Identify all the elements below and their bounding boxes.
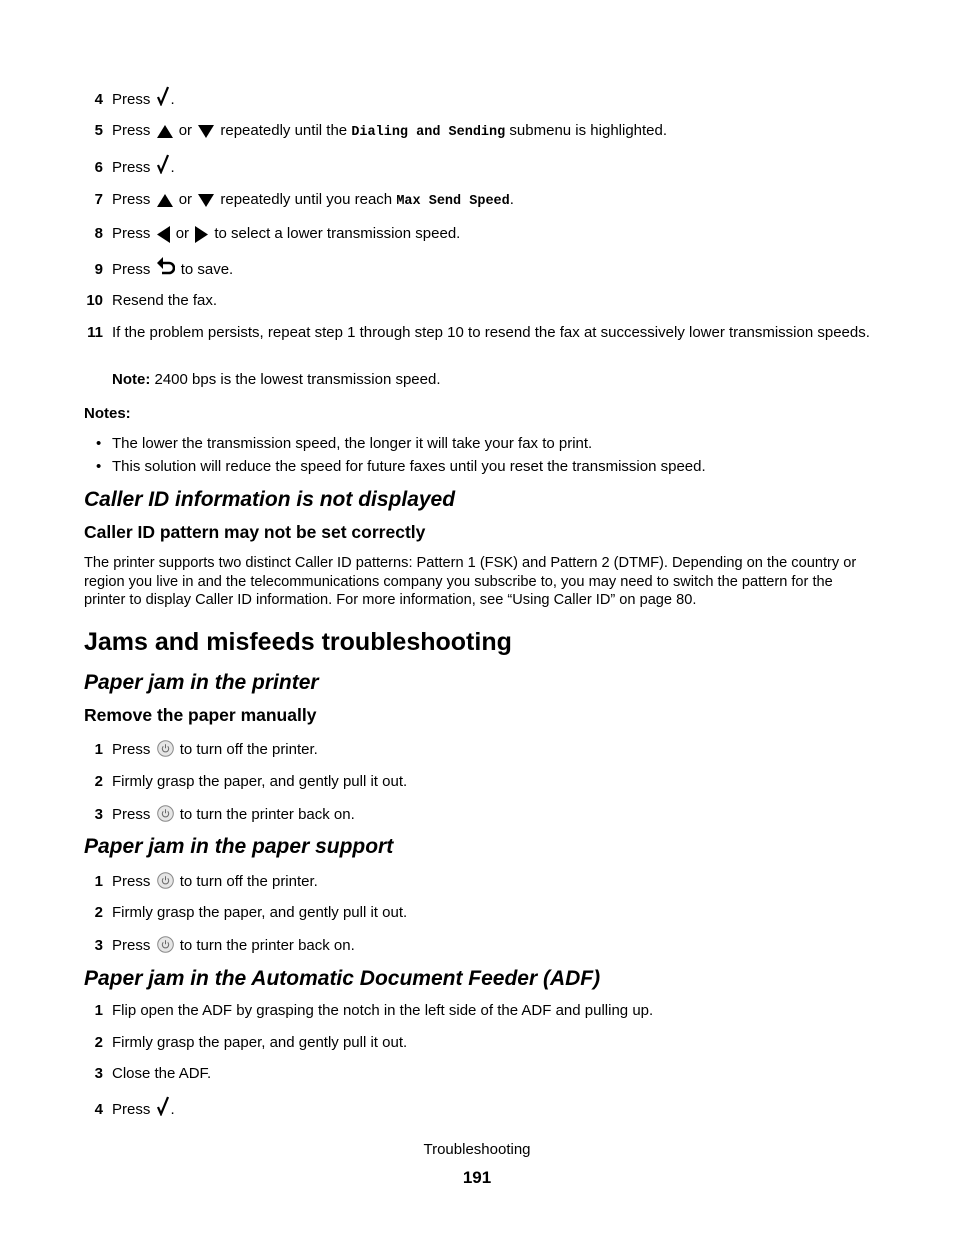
support-jam-heading: Paper jam in the paper support <box>84 835 394 858</box>
power-button-icon <box>157 805 174 822</box>
up-arrow-icon <box>157 125 173 138</box>
printer-jam-subheading: Remove the paper manually <box>84 705 317 725</box>
adf-jam-heading: Paper jam in the Automatic Document Feeder (ADF) <box>84 967 601 990</box>
down-arrow-icon <box>198 125 214 138</box>
page-number: 191 <box>462 1168 492 1187</box>
menu-code: Dialing and Sending <box>351 125 506 140</box>
checkmark-icon <box>157 1096 169 1116</box>
caller-id-subheading: Caller ID pattern may not be set correctly <box>84 522 426 542</box>
down-arrow-icon <box>198 194 214 207</box>
right-arrow-icon <box>195 226 208 243</box>
note-label: Note: <box>112 371 151 388</box>
caller-id-heading: Caller ID information is not displayed <box>84 488 456 511</box>
step-text: Press <box>112 91 151 108</box>
printer-jam-heading: Paper jam in the printer <box>84 671 319 694</box>
page-section-title: Jams and misfeeds troubleshooting <box>84 628 512 656</box>
checkmark-icon <box>157 86 169 106</box>
left-arrow-icon <box>157 226 170 243</box>
power-button-icon <box>157 936 174 953</box>
step-number: 4 <box>94 91 103 108</box>
power-button-icon <box>157 740 174 757</box>
back-arrow-icon <box>157 257 175 277</box>
footer-section: Troubleshooting <box>423 1141 531 1158</box>
manual-page: 4 Press . 5 Press or repeatedly until the Dialing and Sending submenu is highlighted. 6 Press . 7 Press or repeatedly until you reach Max Send Speed. 8 Press or to select a lower transmission speed. 9 Press to save. 10 Resend the fax. 11 If the problem persists, repeat step 1 through step 10 to resend the fax at successively lower transmission speeds. Note: 2400 bps is the lowest transmission speed. Notes: • The lower the transmission speed, the longer it will take your fax to print. • This solution will reduce the speed for future faxes until you reset the transmission speed. Caller ID information is not displayed Caller ID pattern may not be set correctly The printer supports two distinct Caller ID patterns: Pattern 1 (FSK) and Pattern 2 (DTMF). Depending on the country or region you live in and the telecommunications company you subscribe to, you may need to switch the pattern for the printer to display Caller ID information. For more information, see “Using Caller ID” on page 80. Jams and misfeeds troubleshooting Paper jam in the printer Remove the paper manually 1 Press to turn off the printer. 2 Firmly grasp the paper, and gently pull it out. 3 Press to turn the printer back on. Paper jam in the paper support 1 Press to turn off the printer. 2 Firmly grasp the paper, and gently pull it out. 3 Press to turn the printer back on. Paper jam in the Automatic Document Feeder (ADF) 1 Flip open the ADF by grasping the notch in the left side of the ADF and pulling up. 2 Firmly grasp the paper, and gently pull it out. 3 Close the ADF. 4 Press . Troubleshooting 191 <box>0 0 954 1235</box>
note-text: 2400 bps is the lowest transmission speed. <box>154 371 441 388</box>
notes-label: Notes: <box>84 405 131 422</box>
menu-code: Max Send Speed <box>396 194 510 209</box>
caller-id-body: The printer supports two distinct Caller ID patterns: Pattern 1 (FSK) and Pattern 2 (DTMF). Depending on the country or region you live in and the telecommunications company you subscribe to, you may need to switch the pattern for the printer to display Caller ID information. For more information, see “Using Caller ID” on page 80. <box>84 555 857 608</box>
up-arrow-icon <box>157 194 173 207</box>
power-button-icon <box>157 872 174 889</box>
checkmark-icon <box>157 154 169 174</box>
